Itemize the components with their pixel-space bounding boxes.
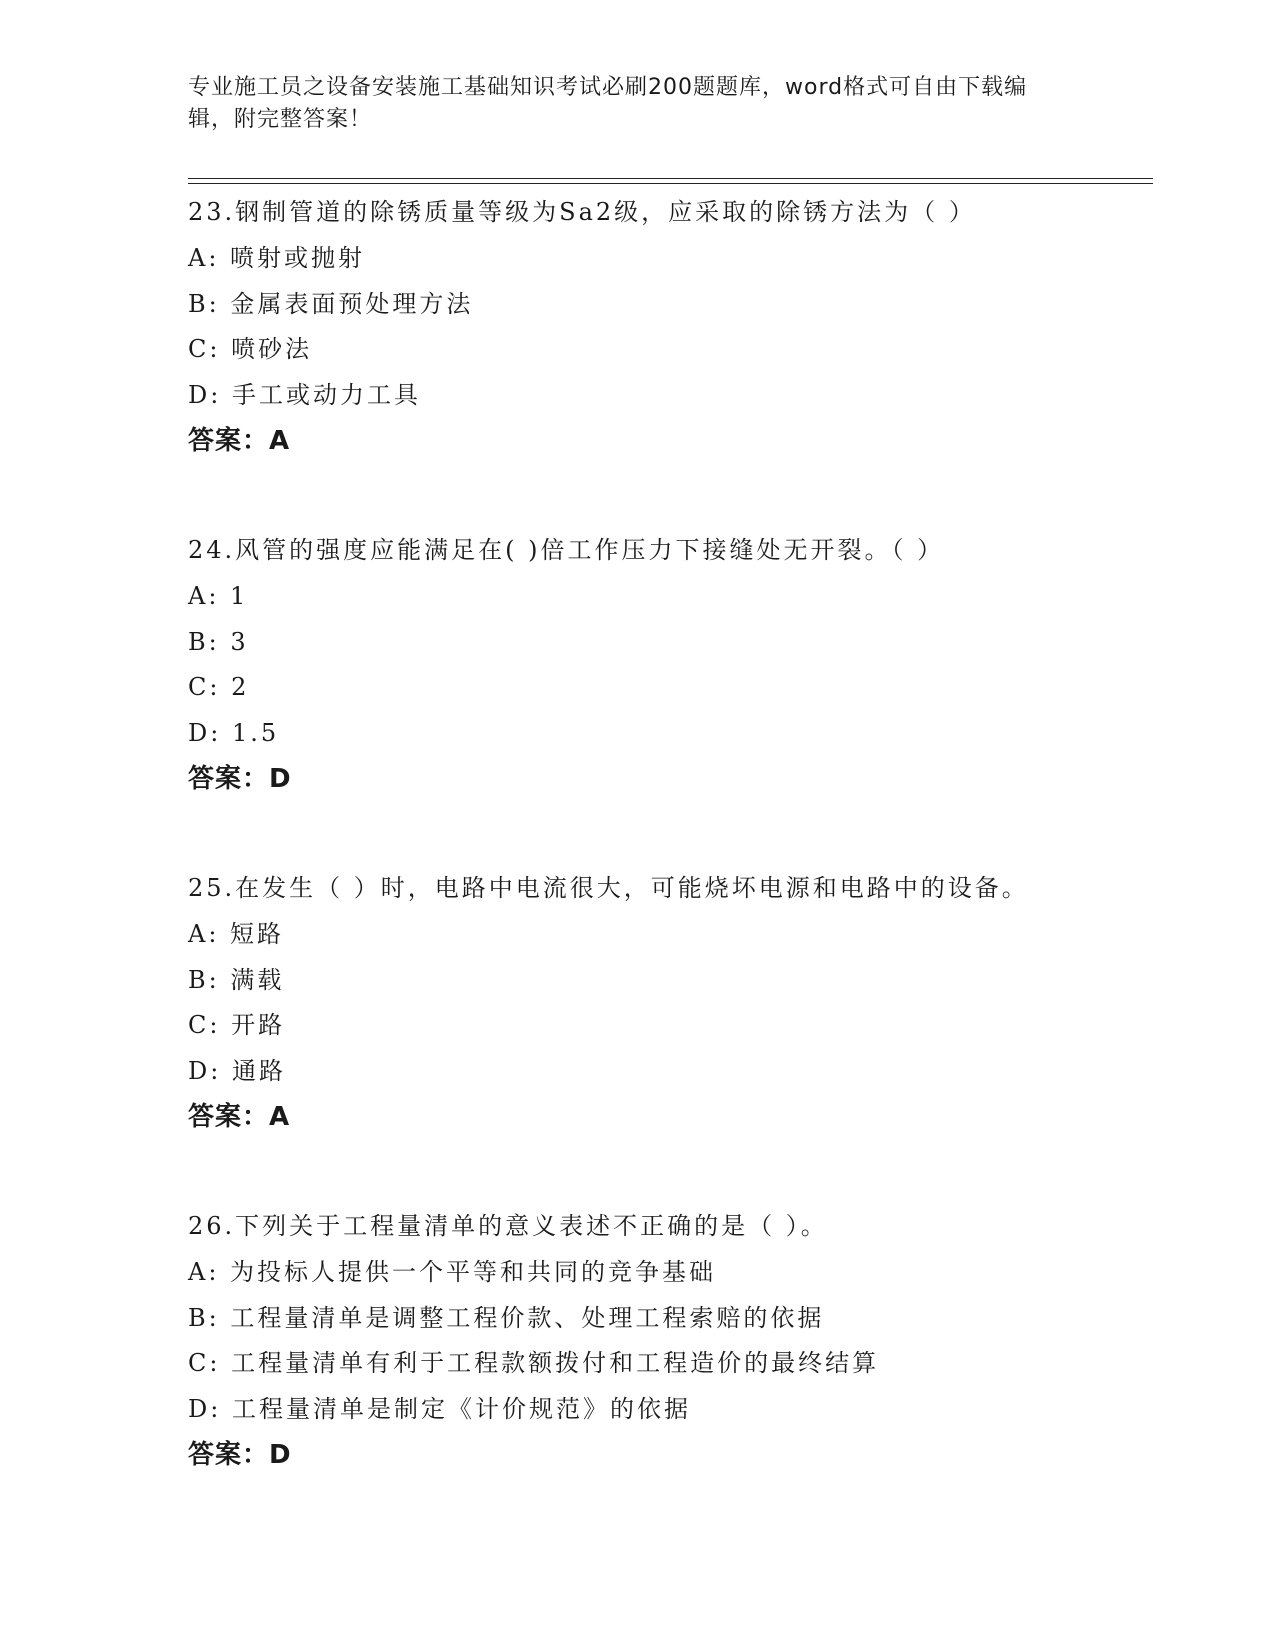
question-25 — [188, 864, 1088, 1140]
header-divider-top — [188, 178, 1153, 179]
option-b: B: 金属表面预处理方法 — [188, 289, 474, 318]
question-26 — [188, 1202, 1088, 1478]
option-b: B: 工程量清单是调整工程价款、处理工程索赔的依据 — [188, 1303, 825, 1332]
question-stem: 26.下列关于工程量清单的意义表述不正确的是（ ）。 — [188, 1212, 828, 1240]
answer-key: 答案：A — [188, 1102, 291, 1132]
option-c: C: 工程量清单有利于工程款额拨付和工程造价的最终结算 — [188, 1349, 880, 1377]
option-c: C: 2 — [188, 673, 250, 701]
option-c: C: 开路 — [188, 1011, 286, 1039]
option-d: D: 1.5 — [188, 718, 280, 747]
option-c: C: 喷砂法 — [188, 335, 313, 363]
document-header: 专业施工员之设备安装施工基础知识考试必刷200题题库，word格式可自由下载编辑，附完整答案！ — [188, 75, 1028, 132]
question-24 — [188, 526, 1088, 802]
option-d: D: 手工或动力工具 — [188, 380, 421, 409]
option-d: D: 工程量清单是制定《计价规范》的依据 — [188, 1394, 691, 1423]
header-divider-bottom — [188, 183, 1153, 184]
question-stem: 24.风管的强度应能满足在( )倍工作压力下接缝处无开裂。（ ） — [188, 536, 945, 564]
question-list — [188, 188, 1088, 1540]
option-b: B: 3 — [188, 627, 249, 656]
answer-key: 答案：A — [188, 426, 291, 456]
option-d: D: 通路 — [188, 1056, 286, 1085]
question-23 — [188, 188, 1088, 464]
answer-key: 答案：D — [188, 1440, 292, 1470]
option-b: B: 满载 — [188, 965, 285, 994]
option-a: A: 为投标人提供一个平等和共同的竞争基础 — [188, 1258, 717, 1286]
answer-key: 答案：D — [188, 764, 292, 794]
option-a: A: 1 — [188, 582, 249, 610]
option-a: A: 喷射或抛射 — [188, 244, 366, 272]
question-stem: 23.钢制管道的除锈质量等级为Sa2级，应采取的除锈方法为（ ） — [188, 198, 976, 226]
option-a: A: 短路 — [188, 920, 285, 948]
question-stem: 25.在发生（ ）时，电路中电流很大，可能烧坏电源和电路中的设备。 — [188, 874, 1029, 902]
